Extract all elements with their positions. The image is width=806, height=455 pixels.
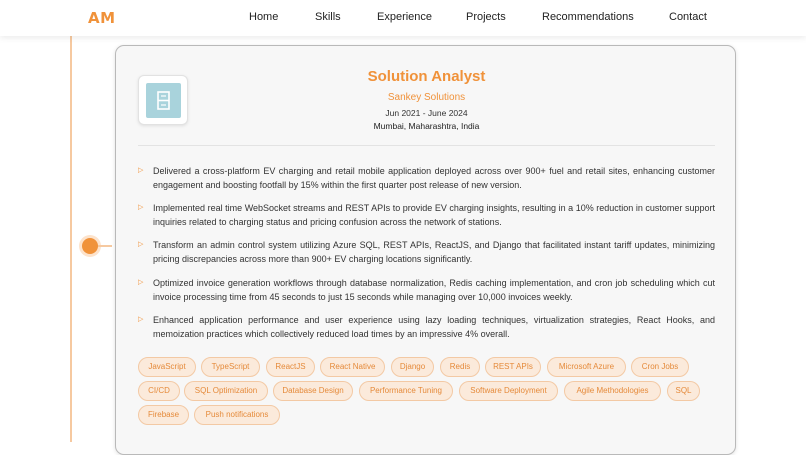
skill-tag: Firebase	[138, 405, 189, 425]
timeline-line	[70, 36, 72, 442]
skill-tag: JavaScript	[138, 357, 196, 377]
nav-link-home[interactable]: Home	[249, 11, 279, 23]
skill-tag: CI/CD	[138, 381, 180, 401]
skill-tag: SQL Optimization	[184, 381, 268, 401]
triangle-bullet-icon: ▷	[138, 279, 144, 286]
site-logo[interactable]: AM	[88, 9, 116, 27]
skill-tag: Microsoft Azure	[547, 357, 626, 377]
nav-link-recommendations[interactable]: Recommendations	[542, 11, 634, 23]
bullet-text: Enhanced application performance and user experience using lazy loading techniques, virtualization strategies, React Hooks, and memoization practices which collectively reduced load times by an impressive 4% overall.	[153, 315, 715, 339]
skill-tag: Database Design	[273, 381, 353, 401]
nav-link-contact[interactable]: Contact	[669, 11, 707, 23]
skill-tag: Agile Methodologies	[564, 381, 661, 401]
skill-tag: ReactJS	[266, 357, 315, 377]
skill-tag: Cron Jobs	[631, 357, 689, 377]
skill-tag: Django	[391, 357, 434, 377]
job-location: Mumbai, Maharashtra, India	[373, 121, 480, 131]
triangle-bullet-icon: ▷	[138, 241, 144, 248]
triangle-bullet-icon: ▷	[138, 204, 144, 211]
navbar	[0, 0, 806, 36]
bullet-text: Implemented real time WebSocket streams and REST APIs to provide EV charging insights, resulting in a 10% reduction in customer support inquiries related to charging status and pricing confusion across the network of stations.	[153, 203, 715, 227]
divider	[138, 145, 715, 146]
skill-tag: REST APIs	[485, 357, 541, 377]
triangle-bullet-icon: ▷	[138, 316, 144, 323]
bullet-text: Transform an admin control system utilizing Azure SQL, REST APIs, ReactJS, and Django that facilitated instant tariff updates, minimizing pricing discrepancies across more than 900+ EV charging locations significantly.	[153, 240, 715, 264]
nav-link-skills[interactable]: Skills	[315, 11, 341, 23]
skill-tag: Redis	[440, 357, 480, 377]
skill-tag: Performance Tuning	[359, 381, 453, 401]
employment-dates: Jun 2021 - June 2024	[385, 108, 468, 118]
bullet-text: Optimized invoice generation workflows through database normalization, Redis caching implementation, and cron job scheduling which cut invoice processing time from 45 seconds to just 15 seconds while managing over 10,000 invoices weekly.	[153, 278, 715, 302]
skill-tag: React Native	[320, 357, 385, 377]
job-title: Solution Analyst	[367, 68, 486, 85]
timeline-dot	[82, 238, 98, 254]
bullet-text: Delivered a cross-platform EV charging and retail mobile application deployed across over 900+ fuel and retail sites, enhancing customer engagement and boosting footfall by 15% within the first quarter post release of new version.	[153, 166, 715, 190]
timeline-connector	[98, 245, 112, 247]
nav-link-experience[interactable]: Experience	[377, 11, 433, 23]
company-name: Sankey Solutions	[387, 92, 466, 103]
skill-tag: Push notifications	[194, 405, 280, 425]
skill-tag: TypeScript	[201, 357, 260, 377]
experience-card	[115, 45, 736, 455]
triangle-bullet-icon: ▷	[138, 167, 144, 174]
skill-tag: SQL	[667, 381, 700, 401]
nav-link-projects[interactable]: Projects	[466, 11, 506, 23]
skill-tag: Software Deployment	[459, 381, 558, 401]
